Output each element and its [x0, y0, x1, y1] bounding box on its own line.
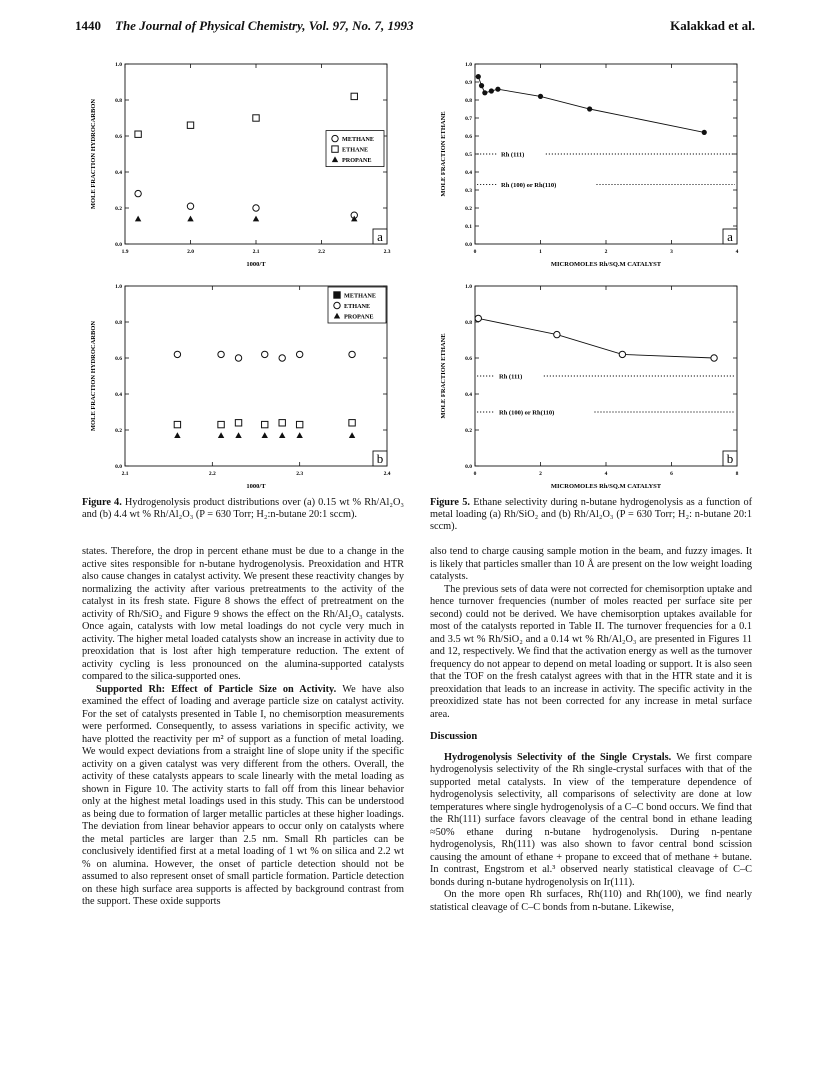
legend-label: METHANE	[342, 135, 374, 143]
y-tick-label: 0.6	[465, 134, 472, 140]
series-line	[478, 77, 704, 133]
figure-4a-chart	[80, 56, 400, 271]
y-tick-label: 0.6	[115, 356, 122, 362]
legend-label: METHANE	[344, 292, 376, 300]
x-tick-label: 2.2	[208, 471, 216, 477]
x-tick-label: 2.1	[121, 471, 129, 477]
data-point	[587, 106, 592, 111]
y-tick-label: 0.4	[465, 392, 472, 398]
legend-label: PROPANE	[344, 313, 374, 321]
reference-line-label: Rh (111)	[499, 373, 523, 381]
y-tick-label: 0.2	[465, 206, 472, 212]
y-tick-label: 0.6	[465, 356, 472, 362]
data-point-propane	[262, 432, 268, 438]
x-tick-label: 1	[539, 249, 542, 255]
x-tick-label: 4	[735, 249, 739, 255]
reference-line-label: Rh (100) or Rh(110)	[499, 409, 555, 417]
figure-5-caption-text: Ethane selectivity during n-butane hydrogenolysis as a function of metal loading (a) Rh/SiO₂ and (b) Rh/Al₂O₃ (P = 630 Torr; H₂: n-butane 20:1 sccm).	[430, 497, 753, 533]
data-point	[489, 88, 494, 93]
x-tick-label: 2	[539, 471, 542, 477]
y-tick-label: 0.2	[115, 428, 122, 434]
y-tick-label: 0.8	[115, 98, 122, 104]
panel-letter: a	[727, 229, 733, 244]
data-point-propane	[349, 432, 355, 438]
x-tick-label: 8	[735, 471, 739, 477]
figure-5b-chart	[430, 278, 750, 496]
page-number: 1440	[75, 18, 101, 33]
data-point-propane	[296, 432, 302, 438]
data-point	[495, 87, 500, 92]
x-tick-label: 4	[604, 471, 608, 477]
right-paragraph-1: also tend to charge causing sample motion in the beam, and fuzzy images. It is likely that particles smaller than 10 Å are present on the low weight loading catalysts.	[430, 546, 752, 582]
right-column	[430, 546, 752, 914]
discussion-heading: Discussion	[430, 731, 478, 742]
data-point-propane	[174, 432, 180, 438]
data-point-propane	[218, 432, 224, 438]
y-tick-label: 0.0	[465, 242, 472, 248]
data-point-methane	[135, 190, 141, 196]
data-point-propane	[279, 432, 285, 438]
data-point	[554, 331, 560, 337]
x-tick-label: 3	[670, 249, 673, 255]
y-tick-label: 1.0	[465, 284, 472, 290]
y-axis-label: MOLE FRACTION HYDROCARBON	[90, 98, 97, 210]
data-point	[475, 315, 481, 321]
y-tick-label: 0.4	[115, 392, 122, 398]
data-point-methane	[349, 351, 355, 357]
y-tick-label: 0.0	[115, 464, 122, 470]
data-point-ethane	[187, 122, 193, 128]
left-column	[82, 546, 404, 909]
right-paragraph-3	[430, 752, 752, 890]
particle-size-subheading: Supported Rh: Effect of Particle Size on Activity.	[96, 683, 337, 695]
running-header	[75, 18, 755, 38]
data-point-methane	[187, 203, 193, 209]
x-tick-label: 2.4	[383, 471, 391, 477]
left-paragraph-2	[82, 684, 404, 909]
y-tick-label: 0.5	[465, 152, 472, 158]
right-paragraph-4: On the more open Rh surfaces, Rh(110) and Rh(100), we find nearly statistical cleavage of C–C bonds from n-butane. Likewise,	[430, 889, 752, 913]
left-paragraph-2-text: We have also examined the effect of loading and average particle size on catalyst activity. For the set of catalysts presented in Table I, no chemisorption measurements were performed. Consequently, to assess variations in specific activity, we have plotted the reactivity per m² of support as a function of metal loading. We would expect deviations from a straight line of slope unity if the specific activity on a given catalyst was very different from the others. Overall, the activity of these catalysts appears to scale linearly with the metal loading as shown in Figure 10. The activity starts to fall off from this linear behavior only at the highest metal loadings used in this study. This can be understood as being due to formation of larger metallic particles at these higher loadings. The deviation from linear behavior appears to occur only on catalysts where the metal particles are larger than 2.5 nm. Small Rh particles can be conclusively identified first at a metal loading of 1 wt % on silica and 2.2 wt % on alumina. However, the onset of particle detection should not be assumed to also represent onset of small particle formation. Particle detection on these high surface area supports is affected by background contrast from the support. These oxide supports	[82, 683, 405, 907]
x-tick-label: 0	[473, 249, 477, 255]
x-tick-label: 0	[473, 471, 477, 477]
x-tick-label: 6	[670, 471, 673, 477]
y-tick-label: 1.0	[115, 62, 122, 68]
data-point-ethane	[174, 421, 180, 427]
data-point-methane	[253, 205, 259, 211]
x-tick-label: 2.2	[318, 249, 325, 255]
x-axis-label: 1000/T	[246, 261, 266, 268]
legend-marker	[334, 292, 340, 298]
data-point-propane	[135, 216, 141, 222]
data-point-propane	[253, 216, 259, 222]
y-tick-label: 0.2	[115, 206, 122, 212]
figure-4-caption-text: Hydrogenolysis product distributions over (a) 0.15 wt % Rh/Al₂O₃ and (b) 4.4 wt % Rh/Al₂O₃ (P = 630 Torr; H₂:n-butane 20:1 sccm).	[82, 497, 405, 521]
data-point-ethane	[253, 115, 259, 121]
left-paragraph-1: states. Therefore, the drop in percent ethane must be due to a change in the active sites responsible for n-butane hydrogenolysis. Preoxidation and HTR also cause changes in catalyst activity. We present these reactivity changes by normalizing the activity after various pretreatments to the activity of the catalyst in its fresh state. Figure 8 shows the effect of pretreatment on the activity of Rh/SiO₂ and Figure 9 shows the effect on the Rh/Al₂O₃ catalysts. Once again, catalysts with low metal loadings do not cycle very much in activity. The higher metal loaded catalysts show an increase in activity due to preoxidation that is lost after high temperature reduction. The extent of activity cycling is less pronounced on the alumina-supported catalysts compared to the silica-supported ones.	[82, 546, 404, 682]
y-tick-label: 0.4	[115, 170, 122, 176]
right-paragraph-3-text: We first compare hydrogenolysis selectivity of the Rh single-crystal surfaces with that of the supported metal catalysts. In view of the temperature dependence of hydrogenolysis selectivity, all comparisons of selectivity are done at low temperatures where single hydrogenolysis of a C–C bond occurs. We find that the Rh(111) surface favors cleavage of the central bond in ethane leading ≈50% ethane during n-butane hydrogenolysis. During n-pentane hydrogenolysis, Rh(111) was also shown to favor central bond scission causing the amount of ethane + propane to exceed that of methane + butane. In contrast, Engstrom et al.³ observed nearly statistical cleavage of C–C bonds during n-butane hydrogenolysis on Ir(111).	[430, 751, 752, 888]
legend-marker	[334, 302, 340, 308]
y-tick-label: 1.0	[465, 62, 472, 68]
reference-line-label: Rh (100) or Rh(110)	[501, 181, 557, 189]
y-tick-label: 0.8	[465, 98, 472, 104]
data-point	[619, 351, 625, 357]
data-point	[702, 130, 707, 135]
data-point-methane	[279, 355, 285, 361]
legend-label: ETHANE	[344, 302, 371, 310]
y-axis-label: MOLE FRACTION ETHANE	[440, 111, 447, 197]
x-tick-label: 2	[604, 249, 608, 255]
data-point	[538, 94, 543, 99]
y-axis-label: MOLE FRACTION HYDROCARBON	[90, 320, 97, 432]
figure-4-label: Figure 4.	[82, 497, 122, 508]
figure-4-caption	[82, 497, 404, 521]
data-point-ethane	[235, 420, 241, 426]
data-point	[479, 83, 484, 88]
journal-title: The Journal of Physical Chemistry, Vol. 97, No. 7, 1993	[115, 18, 414, 33]
y-tick-label: 0.1	[465, 224, 472, 230]
data-point-methane	[174, 351, 180, 357]
data-point-ethane	[351, 93, 357, 99]
legend-marker	[332, 146, 338, 152]
x-tick-label: 1.9	[121, 249, 129, 255]
y-tick-label: 0.2	[465, 428, 472, 434]
figure-5a-chart	[430, 56, 750, 273]
running-authors: Kalakkad et al.	[670, 18, 755, 33]
y-tick-label: 1.0	[115, 284, 122, 290]
data-point-ethane	[279, 420, 285, 426]
series-line	[478, 318, 714, 358]
x-tick-label: 2.0	[187, 249, 194, 255]
data-point-ethane	[135, 131, 141, 137]
y-tick-label: 0.8	[465, 320, 472, 326]
x-tick-label: 2.3	[383, 249, 391, 255]
data-point-ethane	[349, 420, 355, 426]
y-tick-label: 0.9	[465, 80, 472, 86]
x-axis-label: 1000/T	[246, 483, 266, 490]
figure-4b-chart	[80, 278, 400, 496]
data-point-propane	[235, 432, 241, 438]
selectivity-subheading: Hydrogenolysis Selectivity of the Single Crystals.	[444, 751, 672, 763]
legend-label: PROPANE	[342, 156, 372, 164]
data-point-methane	[235, 355, 241, 361]
y-tick-label: 0.0	[115, 242, 122, 248]
data-point	[476, 74, 481, 79]
data-point-ethane	[296, 421, 302, 427]
panel-letter: b	[376, 451, 384, 466]
y-tick-label: 0.0	[465, 464, 472, 470]
data-point-methane	[296, 351, 302, 357]
y-tick-label: 0.8	[115, 320, 122, 326]
y-tick-label: 0.6	[115, 134, 122, 140]
x-axis-label: MICROMOLES Rh/SQ.M CATALYST	[550, 483, 662, 490]
figure-5-caption	[430, 497, 752, 534]
legend-label: ETHANE	[342, 146, 369, 154]
y-tick-label: 0.7	[465, 116, 472, 122]
panel-letter: a	[377, 229, 383, 244]
legend-marker	[332, 135, 338, 141]
y-tick-label: 0.4	[465, 170, 472, 176]
x-tick-label: 2.3	[296, 471, 304, 477]
data-point	[711, 355, 717, 361]
reference-line-label: Rh (111)	[501, 151, 525, 159]
data-point-propane	[187, 216, 193, 222]
x-tick-label: 2.1	[252, 249, 260, 255]
data-point-ethane	[262, 421, 268, 427]
figure-5-label: Figure 5.	[430, 497, 470, 508]
y-axis-label: MOLE FRACTION ETHANE	[440, 333, 447, 419]
x-axis-label: MICROMOLES Rh/SQ.M CATALYST	[550, 261, 662, 268]
right-paragraph-2: The previous sets of data were not corrected for chemisorption uptake and hence turnover frequencies (number of moles reacted per surface site per second) could not be derived. We have chemisorption uptakes available for most of the catalysts reported in Table II. The turnover frequencies for a 0.1 and 3.5 wt % Rh/SiO₂ and a 0.14 wt % Rh/Al₂O₃ are presented in Figures 11 and 12, respectively. We find that the activation energy as well as the turnover frequency do not appear to depend on metal loading or support. It is also seen that the TOF on the fresh catalyst agrees with that in the HTR state and it is preoxidation that leads to an increase in activity. The specific activity in the preoxidized state has not been corrected for any increase in metal surface area.	[430, 583, 752, 720]
data-point-methane	[218, 351, 224, 357]
y-tick-label: 0.3	[465, 188, 472, 194]
panel-letter: b	[726, 451, 734, 466]
data-point-ethane	[218, 421, 224, 427]
data-point-methane	[262, 351, 268, 357]
data-point	[482, 90, 487, 95]
